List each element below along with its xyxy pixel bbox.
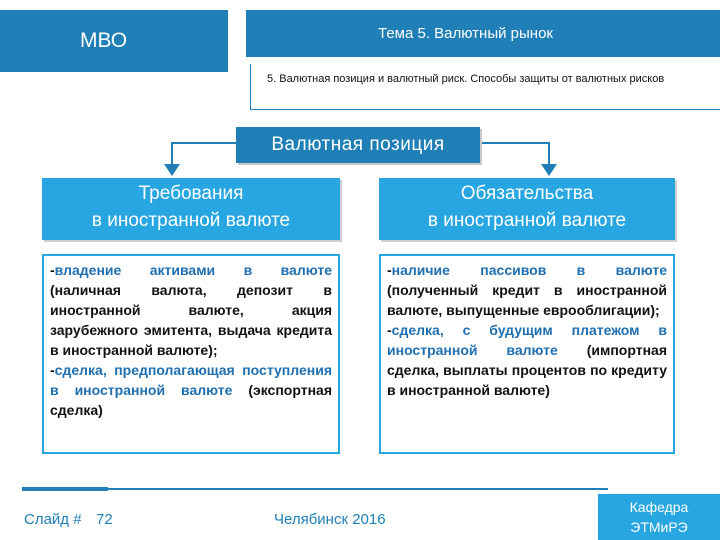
item-prefix: -: [387, 322, 392, 338]
course-label: МВО: [0, 10, 228, 72]
claims-item-1: [50, 260, 332, 360]
item-prefix: -: [50, 262, 55, 278]
department-line1: Кафедра: [629, 499, 689, 515]
liabilities-item-2: [387, 320, 667, 400]
liabilities-header-line2: в иностранной валюте: [427, 210, 627, 231]
footer-divider: [22, 488, 608, 490]
claims-item-2-text: (экспортная сделка): [50, 382, 332, 418]
city-year: Челябинск 2016: [274, 511, 386, 528]
item-prefix: -: [387, 262, 392, 278]
topic-subtitle: 5. Валютная позиция и валютный риск. Способы защиты от валютных рисков: [250, 64, 720, 110]
liabilities-header: [379, 178, 675, 240]
claims-header-line2: в иностранной валюте: [91, 210, 291, 231]
department-line2: ЭТМиРЭ: [630, 519, 688, 535]
claims-item-1-text: (наличная валюта, депозит в иностранной валюте, акция зарубежного эмитента, выдача кредита в иностранной валюте);: [50, 282, 332, 358]
liabilities-item-1: [387, 260, 667, 320]
liabilities-item-2-highlight: сделка, с будущим платежом в иностранной валюте: [387, 322, 667, 358]
liabilities-body: [379, 254, 675, 454]
position-title: Валютная позиция: [236, 127, 480, 163]
slide-number: 72: [96, 511, 113, 528]
slide-label: Слайд #: [24, 511, 82, 528]
claims-item-2: [50, 360, 332, 420]
theme-title: Тема 5. Валютный рынок: [246, 10, 720, 57]
arrow-down-left-icon: [164, 164, 180, 176]
claims-item-1-highlight: владение активами в валюте: [54, 262, 332, 278]
claims-item-2-highlight: сделка, предполагающая поступления в иностранной валюте: [50, 362, 332, 398]
claims-body: [42, 254, 340, 454]
connector-left-line: [171, 142, 173, 166]
connector-right-line: [548, 142, 550, 166]
item-prefix: -: [50, 362, 55, 378]
department-badge: [598, 494, 720, 540]
liabilities-item-1-highlight: наличие пассивов в валюте: [391, 262, 667, 278]
claims-header-line1: Требования: [138, 183, 244, 204]
liabilities-item-2-text: (импортная сделка, выплаты процентов по кредиту в иностранной валюте): [387, 342, 667, 398]
liabilities-item-1-text: (полученный кредит в иностранной валюте, выпущенные еврооблигации);: [387, 282, 667, 318]
claims-header: [42, 178, 340, 240]
arrow-down-right-icon: [541, 164, 557, 176]
liabilities-header-line1: Обязательства: [460, 183, 594, 204]
footer-accent-bar: [22, 487, 108, 491]
